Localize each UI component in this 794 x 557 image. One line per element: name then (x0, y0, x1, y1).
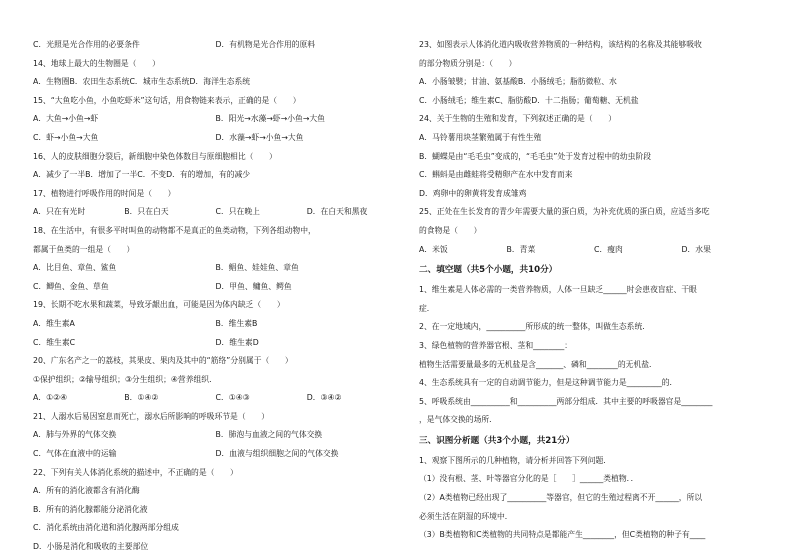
option-text: B．①④② (124, 393, 159, 403)
option-text: A．①②④ (33, 393, 68, 403)
question-line: 都属于鱼类的一组是（ ） (33, 244, 135, 254)
question-line: 4、生态系统具有一定的自动调节能力，但是这种调节能力是_________的． (419, 378, 678, 388)
option-row (33, 129, 398, 148)
question-line: C．蝌蚪是由雌蛙将受精卵产在水中发育而来 (419, 170, 573, 180)
option-text: C．维生素C (33, 337, 76, 347)
section-heading: 二、填空题（共5个小题，共10分） (419, 265, 558, 276)
option-text: C．瘦肉 (594, 244, 623, 254)
question-line: ，是气体交换的场所． (419, 415, 497, 425)
option-text: D．水果 (681, 244, 711, 254)
question-line: 的部分物质分别是：（ ） (419, 58, 517, 68)
question-line: 19、长期不吃水果和蔬菜，导致牙龈出血，可能是因为体内缺乏（ ） (33, 300, 285, 310)
question-line: 14、地球上最大的生物圈是（ ） (33, 58, 160, 68)
question-line: ①保护组织；②输导组织；③分生组织；④营养组织． (33, 374, 217, 384)
option-text: B．只在白天 (124, 207, 169, 217)
option-text: D．甲鱼、鳙鱼、鳄鱼 (215, 281, 292, 291)
option-row (33, 110, 398, 129)
question-line: 17、植物进行呼吸作用的时间是（ ） (33, 188, 176, 198)
option-text: B．青菜 (506, 244, 536, 254)
question-line: （1）没有根、茎、叶等器官分化的是［ ］______类植物．． (419, 474, 639, 484)
question-line: （2）A类植物已经出现了__________等器官，但它的生殖过程离不开______，所以 (419, 493, 703, 503)
option-text: A．维生素A (33, 318, 75, 328)
option-text: D．③④② (306, 393, 342, 403)
option-row (419, 241, 769, 260)
question-line: B．所有的消化腺都能分泌消化液 (33, 504, 148, 514)
option-text: C．只在晚上 (215, 207, 260, 217)
option-row (33, 278, 398, 297)
question-line: 20、广东名产之一的荔枝，其果皮、果肉及其中的“筋络”分别属于（ ） (33, 356, 293, 366)
question-line: 必须生活在阴湿的环境中． (419, 511, 513, 521)
question-line: 21、人溺水后易因窒息而死亡，溺水后所影响的呼吸环节是（ ） (33, 411, 270, 421)
question-line: 24、关于生物的生殖和发育，下列叙述正确的是（ ） (419, 114, 617, 124)
option-text: D．血液与组织细胞之间的气体交换 (215, 449, 339, 459)
option-text: D．在白天和黑夜 (306, 207, 368, 217)
option-text: A．比目鱼、章鱼、鲨鱼 (33, 263, 117, 273)
option-text: B．鲳鱼、娃娃鱼、章鱼 (215, 263, 299, 273)
question-line: 22、下列有关人体消化系统的描述中，不正确的是（ ） (33, 467, 238, 477)
question-line: A．所有的消化液都含有消化酶 (33, 486, 140, 496)
option-text: C．气体在血液中的运输 (33, 449, 117, 459)
option-row (33, 203, 398, 222)
right-column (419, 36, 769, 545)
option-row (33, 426, 398, 445)
question-line: 15、“大鱼吃小鱼，小鱼吃虾米”这句话，用食物链来表示，正确的是（ ） (33, 95, 301, 105)
question-line: （3）B类植物和C类植物的共同特点是都能产生________，但C类植物的种子有____ (419, 530, 706, 540)
question-line: 16、人的皮肤细胞分裂后，新细胞中染色体数目与原细胞相比（ ） (33, 151, 277, 161)
question-line: A．小肠皱襞；甘油、氨基酸B．小肠绒毛；脂肪微粒、水 (419, 77, 617, 87)
option-text: B．肺泡与血液之间的气体交换 (215, 430, 323, 440)
option-row (33, 36, 398, 55)
question-line: 的食物是（ ） (419, 225, 482, 235)
question-line: 1、观察下图所示的几种植物，请分析并回答下列问题． (419, 455, 612, 465)
question-line: 植物生活需要量最多的无机盐是含_______、磷和________的无机盐． (419, 359, 657, 369)
question-line: 2、在一定地域内，__________所形成的统一整体，叫做生态系统． (419, 322, 651, 332)
question-line: D．小肠是消化和吸收的主要部位 (33, 542, 149, 552)
question-line: 18、在生活中，有很多平时叫鱼的动物都不是真正的鱼类动物，下列各组动物中， (33, 225, 316, 235)
option-text: B．阳光→水藻→虾→小鱼→大鱼 (215, 114, 325, 124)
option-text: D．有机物是光合作用的原料 (215, 40, 316, 49)
question-line: 1、维生素是人体必需的一类营养物质，人体一旦缺乏______时会患夜盲症、干眼 (419, 285, 697, 295)
question-line: 3、绿色植物的营养器官根、茎和________： (419, 340, 573, 350)
option-text: C．①④③ (215, 393, 250, 403)
option-text: A．大鱼→小鱼→虾 (33, 114, 99, 124)
option-row (33, 334, 398, 353)
option-text: A．米饭 (419, 244, 448, 254)
question-line: C．消化系统由消化道和消化腺两部分组成 (33, 523, 179, 533)
question-line: C．小肠绒毛；维生素C、脂肪酸D．十二指肠；葡萄糖、无机盐 (419, 95, 639, 105)
question-line: 5、呼吸系统由__________和__________两部分组成．其中主要的呼吸器官是________ (419, 396, 713, 406)
option-row (33, 445, 398, 464)
question-line: 23、如图表示人体消化道内吸收营养物质的一种结构，该结构的名称及其能够吸收 (419, 40, 702, 49)
option-text: C．光照是光合作用的必要条件 (33, 40, 140, 49)
option-text: A．肺与外界的气体交换 (33, 430, 117, 440)
option-row (33, 389, 398, 408)
section-heading: 三、识图分析题（共3个小题，共21分） (419, 435, 575, 446)
question-line: B．蝴蝶是由“毛毛虫”变成的，“毛毛虫”处于发育过程中的幼虫阶段 (419, 151, 652, 161)
question-line: 25、正处在生长发育的青少年需要大量的蛋白质，为补充优质的蛋白质，应适当多吃 (419, 207, 710, 217)
question-line: A．马铃薯用块茎繁殖属于有性生殖 (419, 132, 542, 142)
option-text: D．水藻→虾→小鱼→大鱼 (215, 132, 304, 142)
question-line: A．减少了一半B．增加了一半C．不变D．有的增加，有的减少 (33, 170, 251, 180)
option-text: D．维生素D (215, 337, 259, 347)
left-column (33, 36, 398, 557)
question-line: A．生物圈B．农田生态系统C．城市生态系统D．海洋生态系统 (33, 77, 251, 87)
option-text: C．虾→小鱼→大鱼 (33, 132, 99, 142)
option-text: B．维生素B (215, 318, 258, 328)
question-line: 症． (419, 303, 435, 313)
option-text: C．鲫鱼、金鱼、草鱼 (33, 281, 109, 291)
option-row (33, 259, 398, 278)
option-text: A．只在有光时 (33, 207, 86, 217)
question-line: D．鸡卵中的卵黄将发育成雏鸡 (419, 188, 527, 198)
option-row (33, 315, 398, 334)
